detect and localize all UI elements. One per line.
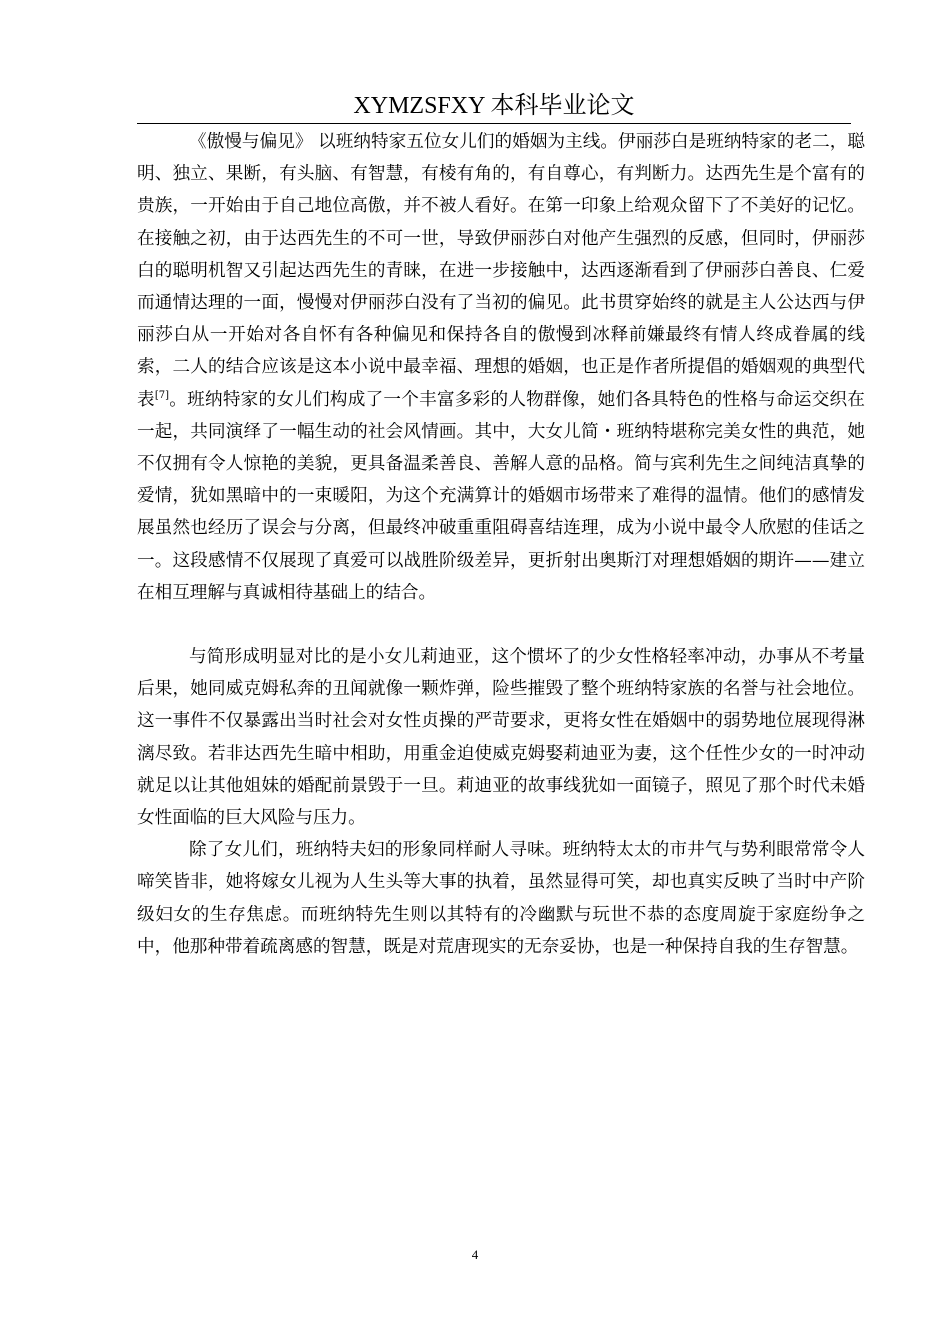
header-divider (137, 123, 851, 124)
paragraph-text: 《傲慢与偏见》 以班纳特家五位女儿们的婚姻为主线。伊丽莎白是班纳特家的老二，聪明、独立、果断，有头脑、有智慧，有棱有角的，有自尊心，有判断力。达西先生是个富有的贵族，一开始由于自己地位高傲，并不被人看好。在第一印象上给观众留下了不美好的记忆。在接触之初，由于达西先生的不可一世，导致伊丽莎白对他产生强烈的反感，但同时，伊丽莎白的聪明机智又引起达西先生的青睐，在进一步接触中，达西逐渐看到了伊丽莎白善良、仁爱而通情达理的一面，慢慢对伊丽莎白没有了当初的偏见。此书贯穿始终的就是主人公达西与伊丽莎白从一开始对各自怀有各种偏见和保持各自的傲慢到冰释前嫌最终有情人终成眷属的线索，二人的结合应该是这本小说中最幸福、理想的婚姻，也正是作者所提倡的婚姻观的典型代表 (137, 132, 865, 410)
paragraph-bennet-parents: 除了女儿们，班纳特夫妇的形象同样耐人寻味。班纳特太太的市井气与势利眼常常令人啼笑皆非，她将嫁女儿视为人生头等大事的执着，虽然显得可笑，却也真实反映了当时中产阶级妇女的生存焦虑。而班纳特先生则以其特有的冷幽默与玩世不恭的态度周旋于家庭纷争之中，他那种带着疏离感的智慧，既是对荒唐现实的无奈妥协，也是一种保持自我的生存智慧。 (137, 840, 865, 957)
paragraph-pride-and-prejudice-overview (137, 126, 865, 609)
page-header-title: XYMZSFXY 本科毕业论文 (353, 93, 635, 119)
citation-marker: [7] (154, 389, 170, 401)
body-text (137, 126, 865, 963)
paragraph-spacer (137, 609, 865, 641)
paragraph-text: 。班纳特家的女儿们构成了一个丰富多彩的人物群像，她们各具特色的性格与命运交织在一起，共同演绎了一幅生动的社会风情画。其中，大女儿简・班纳特堪称完美女性的典范，她不仅拥有令人惊艳的美貌，更具备温柔善良、善解人意的品格。简与宾利先生之间纯洁真挚的爱情，犹如黑暗中的一束暖阳，为这个充满算计的婚姻市场带来了难得的温情。他们的感情发展虽然也经历了误会与分离，但最终冲破重重阻碍喜结连理，成为小说中最令人欣慰的佳话之一。这段感情不仅展现了真爱可以战胜阶级差异，更折射出奥斯汀对理想婚姻的期许——建立在相互理解与真诚相待基础上的结合。 (137, 389, 865, 603)
paragraph-lydia: 与简形成明显对比的是小女儿莉迪亚，这个惯坏了的少女性格轻率冲动，办事从不考量后果，她同威克姆私奔的丑闻就像一颗炸弹，险些摧毁了整个班纳特家族的名誉与社会地位。这一事件不仅暴露出当时社会对女性贞操的严苛要求，更将女性在婚姻中的弱势地位展现得淋漓尽致。若非达西先生暗中相助，用重金迫使威克姆娶莉迪亚为妻，这个任性少女的一时冲动就足以让其他姐妹的婚配前景毁于一旦。莉迪亚的故事线犹如一面镜子，照见了那个时代未婚女性面临的巨大风险与压力。 (137, 647, 865, 829)
page-number: 4 (471, 1247, 479, 1262)
